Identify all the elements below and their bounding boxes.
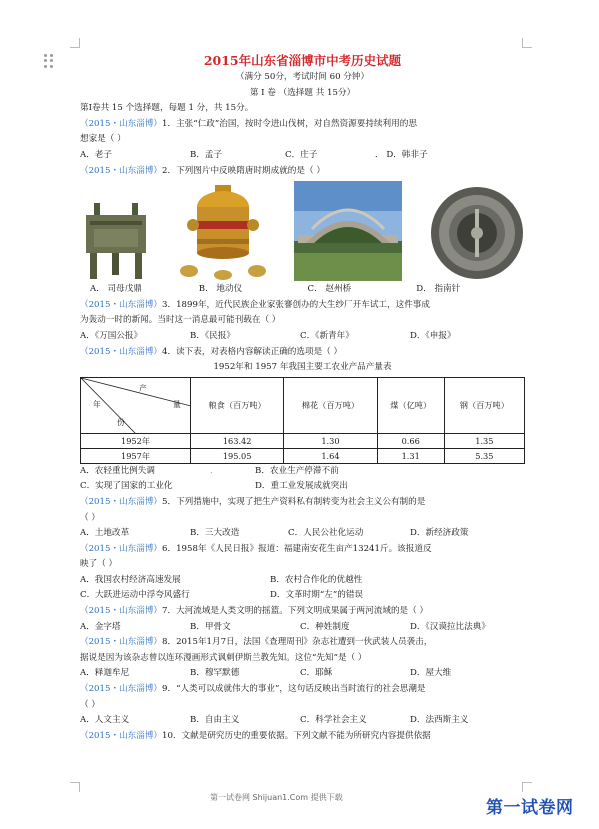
margin-corner-mark <box>70 782 80 792</box>
table-row <box>81 448 525 463</box>
source-tag: （2015・山东淄博） <box>80 299 163 310</box>
option-b: B．孟子 <box>190 149 223 160</box>
question-text: 7．大河流域是人类文明的摇篮。下列文明成果属于两河流域的是（ ） <box>162 606 429 617</box>
question-3-options <box>80 329 525 345</box>
source-tag: （2015・山东淄博） <box>80 684 163 695</box>
question-text: 2．下列图片中反映隋唐时期成就的是（ ） <box>162 165 325 176</box>
option-d: D．重工业发展成就突出 <box>255 481 348 492</box>
margin-corner-mark <box>522 38 532 48</box>
option-b: B．穆罕默德 <box>190 668 240 679</box>
table-cell-year: 1957年 <box>81 448 191 463</box>
question-5-cont: （ ） <box>80 512 100 523</box>
question-6-options-row2 <box>80 588 525 604</box>
question-5 <box>80 495 525 511</box>
question-text: 4．读下表，对表格内容解读正确的选项是（ ） <box>162 346 343 357</box>
option-d: ． D．韩非子 <box>375 149 428 160</box>
table-header-cell: 煤（亿吨） <box>377 377 444 433</box>
question-1 <box>80 117 525 133</box>
option-a: A．我国农村经济高速发展 <box>80 574 181 585</box>
source-tag: （2015・山东淄博） <box>80 606 163 617</box>
compass-icon <box>429 185 525 281</box>
option-c: C．实现了国家的工业化 <box>80 481 173 492</box>
production-table <box>80 377 525 464</box>
instructions: 第Ⅰ卷共 15 个选择题，每题 1 分，共 15分。 <box>80 103 254 114</box>
option-d: D．法西斯主义 <box>410 715 469 726</box>
source-tag: （2015・山东淄博） <box>80 165 163 176</box>
option-d: D．文革时期“左”的错误 <box>270 590 364 601</box>
question-text: 6．1958年《人民日报》报道：福建南安花生亩产13241斤。该报道反 <box>162 543 432 554</box>
site-watermark: 第一试卷网 <box>486 798 574 818</box>
question-9-options <box>80 713 525 729</box>
zhaozhou-bridge-icon <box>294 181 402 281</box>
question-text: 3．1899年，近代民族企业家张謇创办的大生纱厂开车试工，这件事成 <box>162 299 430 310</box>
table-header-cell: 棉花（百万吨） <box>284 377 377 433</box>
question-1-cont: 想家是（ ） <box>80 134 126 145</box>
table-title: 1952年和 1957 年我国主要工农业产品产量表 <box>213 362 392 373</box>
option-d: D．新经济政策 <box>410 528 469 539</box>
question-6-cont: 映了（ ） <box>80 559 118 570</box>
question-text: 8．2015年1月7日，法国《查理周刊》杂志社遭到一伙武装人员袭击， <box>162 637 433 648</box>
question-text: 9．“人类可以成就伟大的事业”，这句话反映出当时流行的社会思潮是 <box>162 684 426 695</box>
question-9 <box>80 682 525 698</box>
page-footer: 第一试卷网 Shijuan1.Com 提供下载 <box>210 793 343 802</box>
question-5-options <box>80 526 525 542</box>
diagonal-header-cell <box>81 377 191 433</box>
table-cell-year: 1952年 <box>81 433 191 448</box>
question-4-options-row2 <box>80 479 525 495</box>
diag-label-right: 量 <box>173 399 181 409</box>
option-a: A．释迦牟尼 <box>80 668 130 679</box>
option-a: A．老子 <box>80 149 112 160</box>
table-cell: 1.35 <box>444 433 524 448</box>
question-6 <box>80 542 525 558</box>
option-b: B．《民报》 <box>190 330 235 341</box>
seismograph-icon <box>179 185 267 281</box>
option-a: A．土地改革 <box>80 528 130 539</box>
table-cell: 1.30 <box>284 433 377 448</box>
question-3 <box>80 298 525 314</box>
table-cell: 163.42 <box>191 433 284 448</box>
table-cell: 195.05 <box>191 448 284 463</box>
source-tag: （2015・山东淄博） <box>80 637 163 648</box>
option-c: C．科学社会主义 <box>300 715 367 726</box>
question-7-options <box>80 620 525 636</box>
page-title: 2015年山东省淄博市中考历史试题 <box>203 53 402 68</box>
question-8-options <box>80 666 525 682</box>
source-tag: （2015・山东淄博） <box>80 346 163 357</box>
question-9-cont: （ ） <box>80 699 100 710</box>
source-tag: （2015・山东淄博） <box>80 496 163 507</box>
question-8-cont: 据说是因为该杂志曾以连环漫画形式讽刺伊斯兰教先知。这位“先知”是（ ） <box>80 652 367 663</box>
question-3-cont: 为轰动一时的新闻。当时这一消息最可能刊载在（ ） <box>80 315 281 326</box>
table-header-cell: 钢（百万吨） <box>444 377 524 433</box>
section-heading: 第 I 卷 （选择题 共 15分） <box>249 87 356 98</box>
option-a: A．《万国公报》 <box>80 330 143 341</box>
question-8 <box>80 635 525 651</box>
option-d: D．屋大维 <box>410 668 452 679</box>
source-tag: （2015・山东淄博） <box>80 118 163 129</box>
option-d: D．《申报》 <box>410 330 456 341</box>
option-d: D． 指南针 <box>416 284 461 295</box>
question-2-images <box>80 181 525 281</box>
question-10 <box>80 729 525 745</box>
diag-label-bottom: 份 <box>117 417 125 427</box>
table-header-cell: 粮食（百万吨） <box>191 377 284 433</box>
table-header-row <box>81 377 525 433</box>
option-b: B． 地动仪 <box>198 284 243 295</box>
margin-corner-mark <box>70 38 80 48</box>
question-6-options-row1 <box>80 573 525 589</box>
table-row <box>81 433 525 448</box>
question-2 <box>80 164 525 180</box>
option-c: C． 赵州桥 <box>307 284 352 295</box>
table-cell: 1.31 <box>377 448 444 463</box>
bronze-ding-icon <box>80 201 152 281</box>
question-text: 5．下列措施中，实现了把生产资料私有制转变为社会主义公有制的是 <box>162 496 426 507</box>
question-1-options <box>80 148 525 164</box>
option-b: B．甲骨文 <box>190 621 231 632</box>
option-c: C．耶稣 <box>300 668 333 679</box>
question-4-options-row1 <box>80 464 525 480</box>
diag-label-top: 产 <box>139 383 147 393</box>
option-d: D．《汉谟拉比法典》 <box>410 621 490 632</box>
source-tag: （2015・山东淄博） <box>80 543 163 554</box>
option-b: B．农村合作化的优越性 <box>270 574 363 585</box>
exam-subtitle: （满分 50分，考试时间 60 分钟） <box>235 72 370 82</box>
table-cell: 1.64 <box>284 448 377 463</box>
stray-mark: ． <box>210 465 219 476</box>
table-cell: 5.35 <box>444 448 524 463</box>
drag-handle-icon[interactable] <box>44 54 54 68</box>
question-7 <box>80 604 525 620</box>
question-text: 10．文献是研究历史的重要依据。下列文献不能为所研究内容提供依据 <box>162 730 431 741</box>
source-tag: （2015・山东淄博） <box>80 730 163 741</box>
option-b: B．农业生产停滞不前 <box>255 465 339 476</box>
option-b: B．三大改造 <box>190 528 240 539</box>
option-a: A．人文主义 <box>80 715 130 726</box>
option-c: C．庄子 <box>285 149 318 160</box>
document-body <box>80 52 525 744</box>
option-a: A．金字塔 <box>80 621 121 632</box>
question-2-options <box>80 282 525 298</box>
question-text: 1．主张“仁政”治国，按时令进山伐树，对自然资源要持续利用的思 <box>162 118 417 129</box>
option-c: C．人民公社化运动 <box>288 528 364 539</box>
table-cell: 0.66 <box>377 433 444 448</box>
option-b: B．自由主义 <box>190 715 240 726</box>
margin-corner-mark <box>522 782 532 792</box>
option-c: C．《新青年》 <box>300 330 354 341</box>
option-a: A． 司母戊鼎 <box>90 284 142 295</box>
diag-label-left: 年 <box>93 399 101 409</box>
option-a: A．农轻重比例失调 <box>80 465 155 476</box>
question-4 <box>80 345 525 361</box>
option-c: C．大跃进运动中浮夸风盛行 <box>80 590 190 601</box>
option-c: C．种姓制度 <box>300 621 350 632</box>
